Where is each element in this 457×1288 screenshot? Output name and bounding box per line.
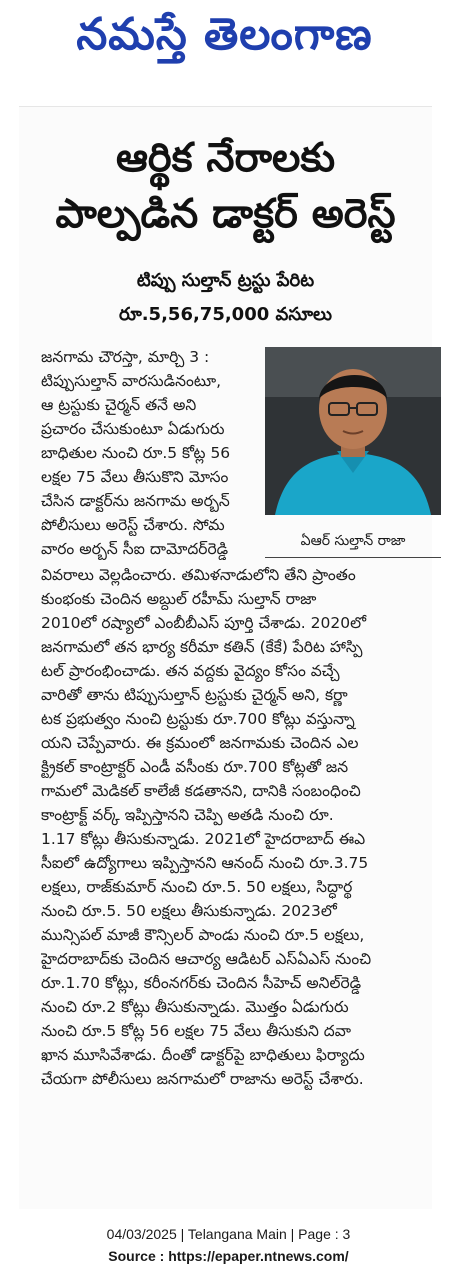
body-line: వారితో తాను టిప్పుసుల్తాన్ ట్రస్టుకు చైర్మన్ అని, కర్ణా [41,686,348,704]
body-line: ఆ ట్రస్టుకు చైర్మన్ తనే అని [41,396,197,414]
body-line: ఖాన మూసివేశాడు. దీంతో డాక్టర్‌పై బాధితులు ఫిర్యాదు [41,1046,365,1064]
footer-date-page: 04/03/2025 | Telangana Main | Page : 3 [106,1226,351,1242]
body-line: గామలో మెడికల్ కాలేజీ కడతానని, దానికి సంబంధించి [41,782,361,800]
person-portrait-icon [265,347,441,515]
news-clipping [19,106,432,1209]
body-line: మున్సిపల్ మాజీ కౌన్సిలర్ పాండు నుంచి రూ.5 లక్షలు, [41,926,365,944]
body-line: రూ.1.70 కోట్లు, కరీంనగర్‌కు చెందిన సీహెచ్ అనిల్‌రెడ్డి [41,974,362,992]
body-line: టక ప్రభుత్వం నుంచి ట్రస్టుకు రూ.700 కోట్లు వస్తున్నా [41,710,355,728]
body-line: సీఐలో ఉద్యోగాలు ఇప్పిస్తానని ఆనంద్ నుంచి రూ.3.75 [41,854,369,872]
body-line: కుంభంకు చెందిన అబ్దుల్ రహీమ్ సుల్తాన్ రాజా [41,590,317,608]
body-line: జనగామ చౌరస్తా, మార్చి 3 : [41,348,210,366]
photo-caption: ఏఆర్ సుల్తాన్ రాజా [265,527,441,558]
body-line: టల్ ప్రారంభించాడు. తన వద్దకు వైద్యం కోసం వచ్చే [41,662,340,680]
headline-line-1: ఆర్థిక నేరాలకు [115,135,336,181]
body-line: నుంచి రూ.5. 50 లక్షలు తీసుకున్నాడు. 2023లో [41,902,337,920]
body-line: పోలీసులు అరెస్ట్ చేశారు. సోమ [41,516,225,534]
masthead [22,6,427,74]
subheadline-line-1: టిప్పు సుల్తాన్ ట్రస్టు పేరిట [136,270,315,291]
body-line: వివరాలు వెల్లడించారు. తమిళనాడులోని తేని ప్రాంతం [41,566,356,584]
body-line: ప్రచారం చేసుకుంటూ ఏడుగురు [41,420,225,438]
body-line: చేసిన డాక్టర్‌ను జనగామ అర్బన్ [41,492,230,510]
body-line: చేయగా పోలీసులు జనగామలో రాజాను అరెస్ట్ చేశారు. [41,1070,364,1088]
body-line: వారం అర్బన్ సీఐ దామోదర్‌రెడ్డి [41,540,229,558]
footer-source: Source : https://epaper.ntnews.com/ [108,1248,349,1264]
body-line: టిప్పుసుల్తాన్ వారసుడినంటూ, [41,372,222,390]
body-line: జనగామలో తన భార్య కరీమా కతిన్ (కేకే) పేరిట హాస్పి [41,638,363,656]
body-line: బాధితుల నుంచి రూ.5 కోట్ల 56 [41,444,231,462]
body-line: లక్షల 75 వేలు తీసుకొని మోసం [41,468,229,486]
subheadline-line-2: రూ.5,56,75,000 వసూలు [119,304,332,325]
body-line: నుంచి రూ.2 కోట్లు తీసుకున్నాడు. మొత్తం ఏడుగురు [41,998,349,1016]
body-line: కాంట్రాక్ట్ వర్క్ ఇప్పిస్తానని చెప్పి అతడి నుంచి రూ. [41,806,334,824]
body-line: 1.17 కోట్లు తీసుకున్నాడు. 2021లో హైదరాబాద్ ఈఎ [41,830,366,848]
headline-line-2: పాల్పడిన డాక్టర్ అరెస్ట్ [55,191,396,237]
body-line: క్ట్రికల్ కాంట్రాక్టర్ ఎండీ వసీంకు రూ.700 కోట్లతో జన [41,758,349,776]
body-line: నుంచి రూ.5 కోట్ల 56 లక్షల 75 వేలు తీసుకుని దవా [41,1022,351,1040]
body-line: లక్షలు, రాజ్‌కుమార్ నుంచి రూ.5. 50 లక్షలు, సిద్ధార్థ [41,878,353,896]
body-line: 2010లో రష్యాలో ఎంబీబీఎస్ పూర్తి చేశాడు. 2020లో [41,614,367,632]
masthead-title: నమస్తే తెలంగాణ [76,9,373,60]
body-line: హైదరాబాద్‌కు చెందిన ఆచార్య ఆడిటర్ ఎస్‌ఏఎస్ నుంచి [41,950,372,968]
accused-photo [265,347,441,515]
body-line: యని చెప్పేవారు. ఈ క్రమంలో జనగామకు చెందిన ఎల [41,734,359,752]
